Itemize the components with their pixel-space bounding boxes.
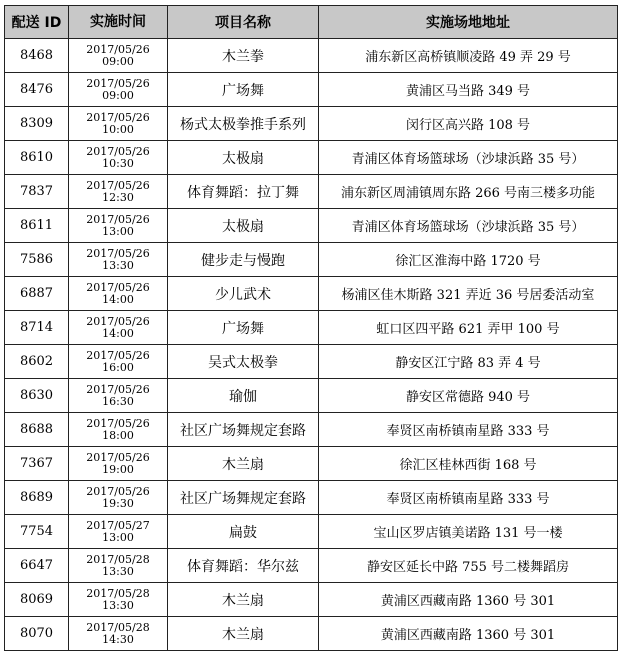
cell-clock: 14:30	[102, 632, 134, 646]
cell-name: 社区广场舞规定套路	[168, 481, 319, 515]
table-row	[5, 39, 618, 73]
cell-date: 2017/05/28	[86, 586, 150, 600]
cell-address: 奉贤区南桥镇南星路 333 号	[319, 413, 618, 447]
cell-date: 2017/05/26	[86, 178, 150, 192]
cell-time	[69, 481, 168, 515]
cell-time	[69, 345, 168, 379]
cell-clock: 13:30	[102, 258, 134, 272]
cell-id: 6887	[5, 277, 69, 311]
cell-time	[69, 277, 168, 311]
cell-id: 8309	[5, 107, 69, 141]
cell-name: 体育舞蹈：华尔兹	[168, 549, 319, 583]
cell-address: 奉贤区南桥镇南星路 333 号	[319, 481, 618, 515]
cell-time	[69, 107, 168, 141]
cell-name: 杨式太极拳推手系列	[168, 107, 319, 141]
table-row	[5, 413, 618, 447]
cell-id: 8468	[5, 39, 69, 73]
cell-name: 瑜伽	[168, 379, 319, 413]
header-time: 实施时间	[69, 6, 168, 39]
table-row	[5, 549, 618, 583]
cell-time	[69, 73, 168, 107]
cell-date: 2017/05/26	[86, 416, 150, 430]
table-row	[5, 311, 618, 345]
cell-address: 黄浦区马当路 349 号	[319, 73, 618, 107]
cell-time	[69, 209, 168, 243]
cell-address: 闵行区高兴路 108 号	[319, 107, 618, 141]
cell-date: 2017/05/26	[86, 280, 150, 294]
cell-address: 静安区江宁路 83 弄 4 号	[319, 345, 618, 379]
cell-clock: 13:00	[102, 224, 134, 238]
cell-time	[69, 39, 168, 73]
cell-clock: 19:00	[102, 462, 134, 476]
schedule-table	[4, 5, 618, 651]
cell-address: 宝山区罗店镇美诺路 131 号一楼	[319, 515, 618, 549]
table-row	[5, 209, 618, 243]
cell-clock: 10:30	[102, 156, 134, 170]
header-row	[5, 6, 618, 39]
cell-time	[69, 141, 168, 175]
cell-date: 2017/05/26	[86, 76, 150, 90]
table-body	[5, 39, 618, 651]
cell-name: 木兰扇	[168, 617, 319, 651]
cell-clock: 13:00	[102, 530, 134, 544]
cell-date: 2017/05/28	[86, 552, 150, 566]
cell-address: 徐汇区桂林西街 168 号	[319, 447, 618, 481]
table-row	[5, 73, 618, 107]
cell-clock: 09:00	[102, 54, 134, 68]
cell-date: 2017/05/27	[86, 518, 150, 532]
table-row	[5, 379, 618, 413]
cell-id: 8630	[5, 379, 69, 413]
cell-name: 少儿武术	[168, 277, 319, 311]
cell-id: 6647	[5, 549, 69, 583]
cell-time	[69, 175, 168, 209]
cell-time	[69, 243, 168, 277]
cell-id: 8688	[5, 413, 69, 447]
table-row	[5, 277, 618, 311]
cell-time	[69, 447, 168, 481]
cell-time	[69, 583, 168, 617]
cell-name: 木兰扇	[168, 447, 319, 481]
cell-address: 青浦区体育场篮球场（沙埭浜路 35 号）	[319, 141, 618, 175]
cell-name: 吴式太极拳	[168, 345, 319, 379]
cell-name: 体育舞蹈：拉丁舞	[168, 175, 319, 209]
cell-id: 7586	[5, 243, 69, 277]
table-row	[5, 243, 618, 277]
cell-date: 2017/05/26	[86, 382, 150, 396]
cell-name: 健步走与慢跑	[168, 243, 319, 277]
table-row	[5, 447, 618, 481]
cell-id: 7837	[5, 175, 69, 209]
cell-address: 虹口区四平路 621 弄甲 100 号	[319, 311, 618, 345]
cell-address: 青浦区体育场篮球场（沙埭浜路 35 号）	[319, 209, 618, 243]
cell-name: 社区广场舞规定套路	[168, 413, 319, 447]
cell-clock: 13:30	[102, 564, 134, 578]
cell-address: 静安区延长中路 755 号二楼舞蹈房	[319, 549, 618, 583]
cell-clock: 12:30	[102, 190, 134, 204]
cell-name: 木兰拳	[168, 39, 319, 73]
cell-clock: 14:00	[102, 326, 134, 340]
cell-id: 8070	[5, 617, 69, 651]
cell-clock: 16:00	[102, 360, 134, 374]
cell-time	[69, 515, 168, 549]
table-row	[5, 617, 618, 651]
cell-time	[69, 549, 168, 583]
header-id: 配送 ID	[5, 6, 69, 39]
cell-name: 太极扇	[168, 209, 319, 243]
cell-name: 广场舞	[168, 73, 319, 107]
cell-address: 浦东新区高桥镇顺凌路 49 弄 29 号	[319, 39, 618, 73]
cell-id: 7367	[5, 447, 69, 481]
table-row	[5, 141, 618, 175]
cell-id: 8069	[5, 583, 69, 617]
cell-id: 8476	[5, 73, 69, 107]
cell-date: 2017/05/26	[86, 212, 150, 226]
cell-id: 8602	[5, 345, 69, 379]
cell-time	[69, 311, 168, 345]
cell-address: 黄浦区西藏南路 1360 号 301	[319, 583, 618, 617]
cell-name: 广场舞	[168, 311, 319, 345]
header-name: 项目名称	[168, 6, 319, 39]
cell-address: 浦东新区周浦镇周东路 266 号南三楼多功能	[319, 175, 618, 209]
cell-id: 8689	[5, 481, 69, 515]
cell-id: 8714	[5, 311, 69, 345]
cell-clock: 09:00	[102, 88, 134, 102]
cell-name: 扁鼓	[168, 515, 319, 549]
table-row	[5, 481, 618, 515]
cell-time	[69, 379, 168, 413]
cell-time	[69, 413, 168, 447]
cell-name: 木兰扇	[168, 583, 319, 617]
cell-date: 2017/05/28	[86, 620, 150, 634]
cell-address: 杨浦区佳木斯路 321 弄近 36 号居委活动室	[319, 277, 618, 311]
cell-date: 2017/05/26	[86, 484, 150, 498]
cell-clock: 19:30	[102, 496, 134, 510]
cell-name: 太极扇	[168, 141, 319, 175]
table-row	[5, 515, 618, 549]
table-header	[5, 6, 618, 39]
table-row	[5, 583, 618, 617]
cell-date: 2017/05/26	[86, 450, 150, 464]
cell-time	[69, 617, 168, 651]
cell-date: 2017/05/26	[86, 246, 150, 260]
cell-address: 徐汇区淮海中路 1720 号	[319, 243, 618, 277]
cell-date: 2017/05/26	[86, 144, 150, 158]
cell-clock: 14:00	[102, 292, 134, 306]
cell-date: 2017/05/26	[86, 348, 150, 362]
cell-id: 7754	[5, 515, 69, 549]
cell-date: 2017/05/26	[86, 42, 150, 56]
cell-address: 静安区常德路 940 号	[319, 379, 618, 413]
table-row	[5, 175, 618, 209]
cell-clock: 18:00	[102, 428, 134, 442]
header-address: 实施场地地址	[319, 6, 618, 39]
cell-id: 8611	[5, 209, 69, 243]
cell-clock: 10:00	[102, 122, 134, 136]
cell-date: 2017/05/26	[86, 110, 150, 124]
cell-clock: 16:30	[102, 394, 134, 408]
cell-date: 2017/05/26	[86, 314, 150, 328]
cell-address: 黄浦区西藏南路 1360 号 301	[319, 617, 618, 651]
table-row	[5, 345, 618, 379]
cell-id: 8610	[5, 141, 69, 175]
table-row	[5, 107, 618, 141]
cell-clock: 13:30	[102, 598, 134, 612]
